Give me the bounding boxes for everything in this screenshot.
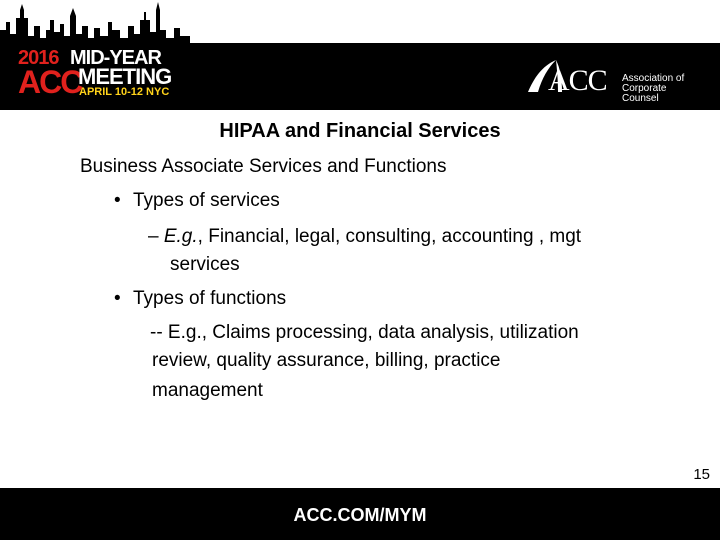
acc-org-name bbox=[622, 74, 702, 104]
page-number: 15 bbox=[693, 466, 710, 483]
sub-item-services-examples-cont: services bbox=[170, 254, 240, 275]
acc-organization-logo bbox=[526, 58, 696, 104]
logo-date: APRIL 10-12 NYC bbox=[79, 86, 170, 98]
logo-acc: ACC bbox=[18, 64, 82, 100]
bullet-item-services bbox=[114, 188, 280, 214]
sub-item-prefix: – bbox=[148, 226, 164, 247]
sub-item-functions-examples: -- E.g., Claims processing, data analysis, utilization bbox=[150, 322, 579, 343]
slide-footer bbox=[0, 488, 720, 540]
bullet-text: Types of functions bbox=[133, 288, 287, 309]
sub-item-text: , Financial, legal, consulting, accounting , mgt bbox=[197, 226, 582, 247]
bullet-text: Types of services bbox=[133, 190, 280, 211]
logo-meeting: MEETING bbox=[78, 64, 172, 89]
bullet-marker: • bbox=[114, 190, 121, 211]
acc-logo-letters: ACC bbox=[548, 64, 607, 97]
acc-org-line2: Corporate Counsel bbox=[622, 83, 667, 104]
logo-year: 2016 bbox=[18, 47, 59, 69]
slide-subtitle: Business Associate Services and Functions bbox=[80, 156, 447, 177]
logo-midyear: MID-YEAR bbox=[70, 47, 161, 69]
bullet-item-functions bbox=[114, 286, 286, 312]
sub-item-functions-examples-end: management bbox=[152, 380, 263, 401]
sub-item-services-examples bbox=[148, 224, 581, 250]
sub-item-emphasis: E.g. bbox=[163, 226, 198, 247]
slide-header bbox=[0, 0, 720, 110]
bullet-marker: • bbox=[114, 288, 121, 309]
acc-org-line1: Association of bbox=[622, 73, 685, 84]
footer-url: ACC.COM/MYM bbox=[293, 505, 427, 525]
slide-title: HIPAA and Financial Services bbox=[219, 120, 501, 142]
sub-item-functions-examples-cont: review, quality assurance, billing, practice bbox=[152, 350, 501, 371]
event-logo bbox=[18, 48, 178, 106]
